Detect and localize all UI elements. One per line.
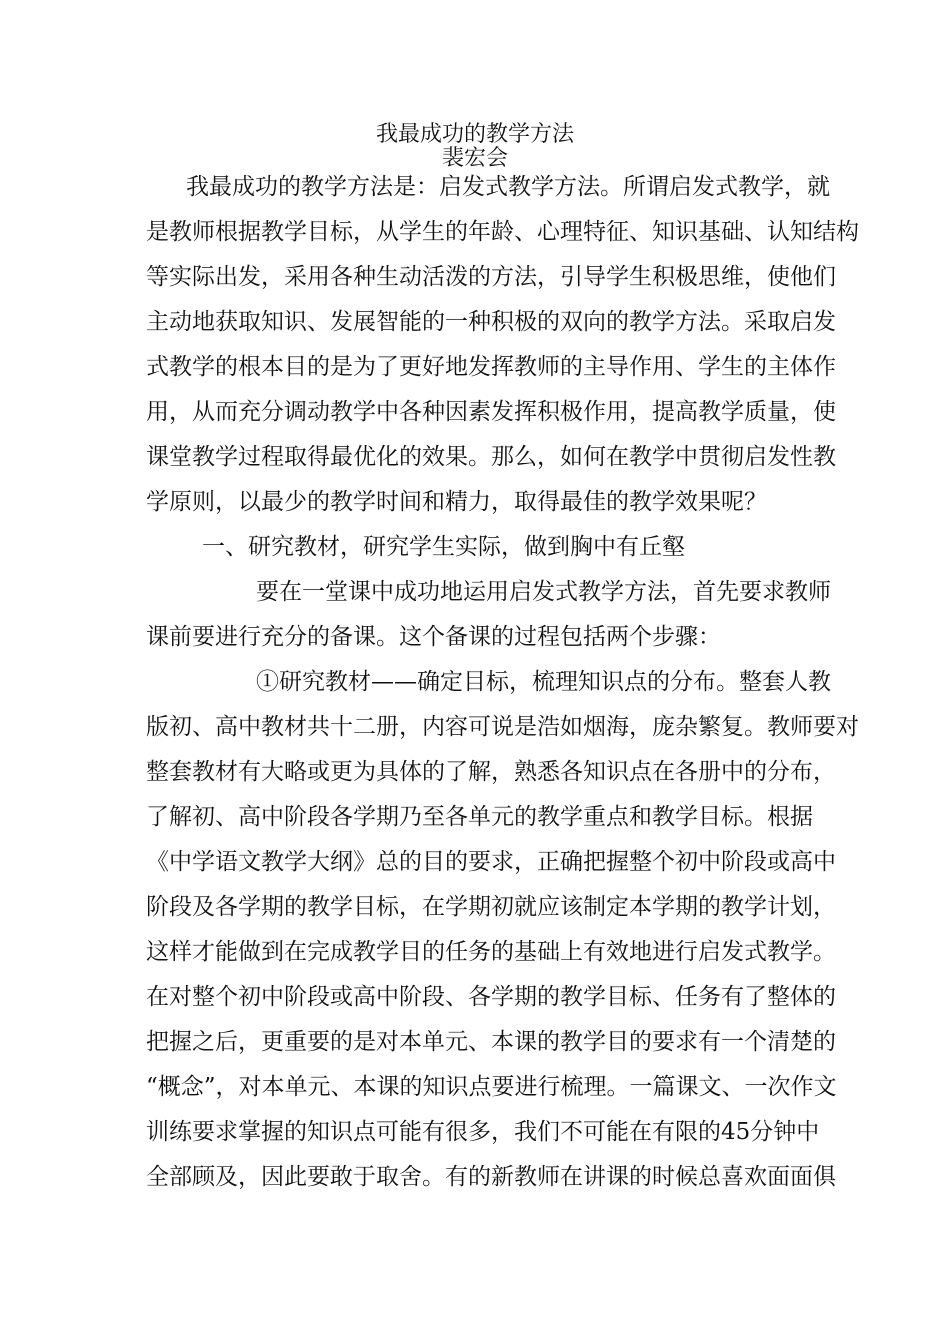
text-line: 阶段及各学期的教学目标，在学期初就应该制定本学期的教学计划，	[146, 894, 836, 920]
text-line: 主动地获取知识、发展智能的一种积极的双向的教学方法。采取启发	[146, 309, 836, 335]
text-line: 用，从而充分调动教学中各种因素发挥积极作用，提高教学质量，使	[146, 399, 836, 425]
text-line: 课前要进行充分的备课。这个备课的过程包括两个步骤：	[146, 624, 721, 650]
text-line: 是教师根据教学目标，从学生的年龄、心理特征、知识基础、认知结构	[146, 219, 859, 245]
text-line: 这样才能做到在完成教学目的任务的基础上有效地进行启发式教学。	[146, 939, 836, 965]
text-line: ①研究教材——确定目标，梳理知识点的分布。整套人教	[256, 669, 831, 695]
text-line: 等实际出发，采用各种生动活泼的方法，引导学生积极思维，使他们	[146, 264, 836, 290]
text-line: “概念”，对本单元、本课的知识点要进行梳理。一篇课文、一次作文	[146, 1074, 837, 1100]
text-line: 要在一堂课中成功地运用启发式教学方法，首先要求教师	[256, 579, 831, 605]
text-line: 课堂教学过程取得最优化的效果。那么，如何在教学中贯彻启发性教	[146, 444, 836, 470]
text-line: 全部顾及，因此要敢于取舍。有的新教师在讲课的时候总喜欢面面俱	[146, 1164, 836, 1190]
text-line: 我最成功的教学方法是：启发式教学方法。所谓启发式教学，就	[186, 174, 830, 200]
text-line: 了解初、高中阶段各学期乃至各单元的教学重点和教学目标。根据	[146, 804, 813, 830]
text-line: 式教学的根本目的是为了更好地发挥教师的主导作用、学生的主体作	[146, 354, 836, 380]
text-line: 学原则，以最少的教学时间和精力，取得最佳的教学效果呢？	[146, 489, 767, 515]
section-heading: 一、研究教材，研究学生实际，做到胸中有丘壑	[202, 534, 685, 560]
author-name: 裴宏会	[441, 146, 508, 171]
text-line: 《中学语文教学大纲》总的目的要求，正确把握整个初中阶段或高中	[146, 849, 836, 875]
text-line: 整套教材有大略或更为具体的了解，熟悉各知识点在各册中的分布，	[146, 759, 836, 785]
text-line: 在对整个初中阶段或高中阶段、各学期的教学目标、任务有了整体的	[146, 984, 836, 1010]
text-line: 版初、高中教材共十二册，内容可说是浩如烟海，庞杂繁复。教师要对	[146, 714, 859, 740]
text-line: 训练要求掌握的知识点可能有很多，我们不可能在有限的45分钟中	[146, 1119, 820, 1145]
document-title: 我最成功的教学方法	[375, 122, 574, 147]
text-line: 把握之后，更重要的是对本单元、本课的教学目的要求有一个清楚的	[146, 1029, 836, 1055]
